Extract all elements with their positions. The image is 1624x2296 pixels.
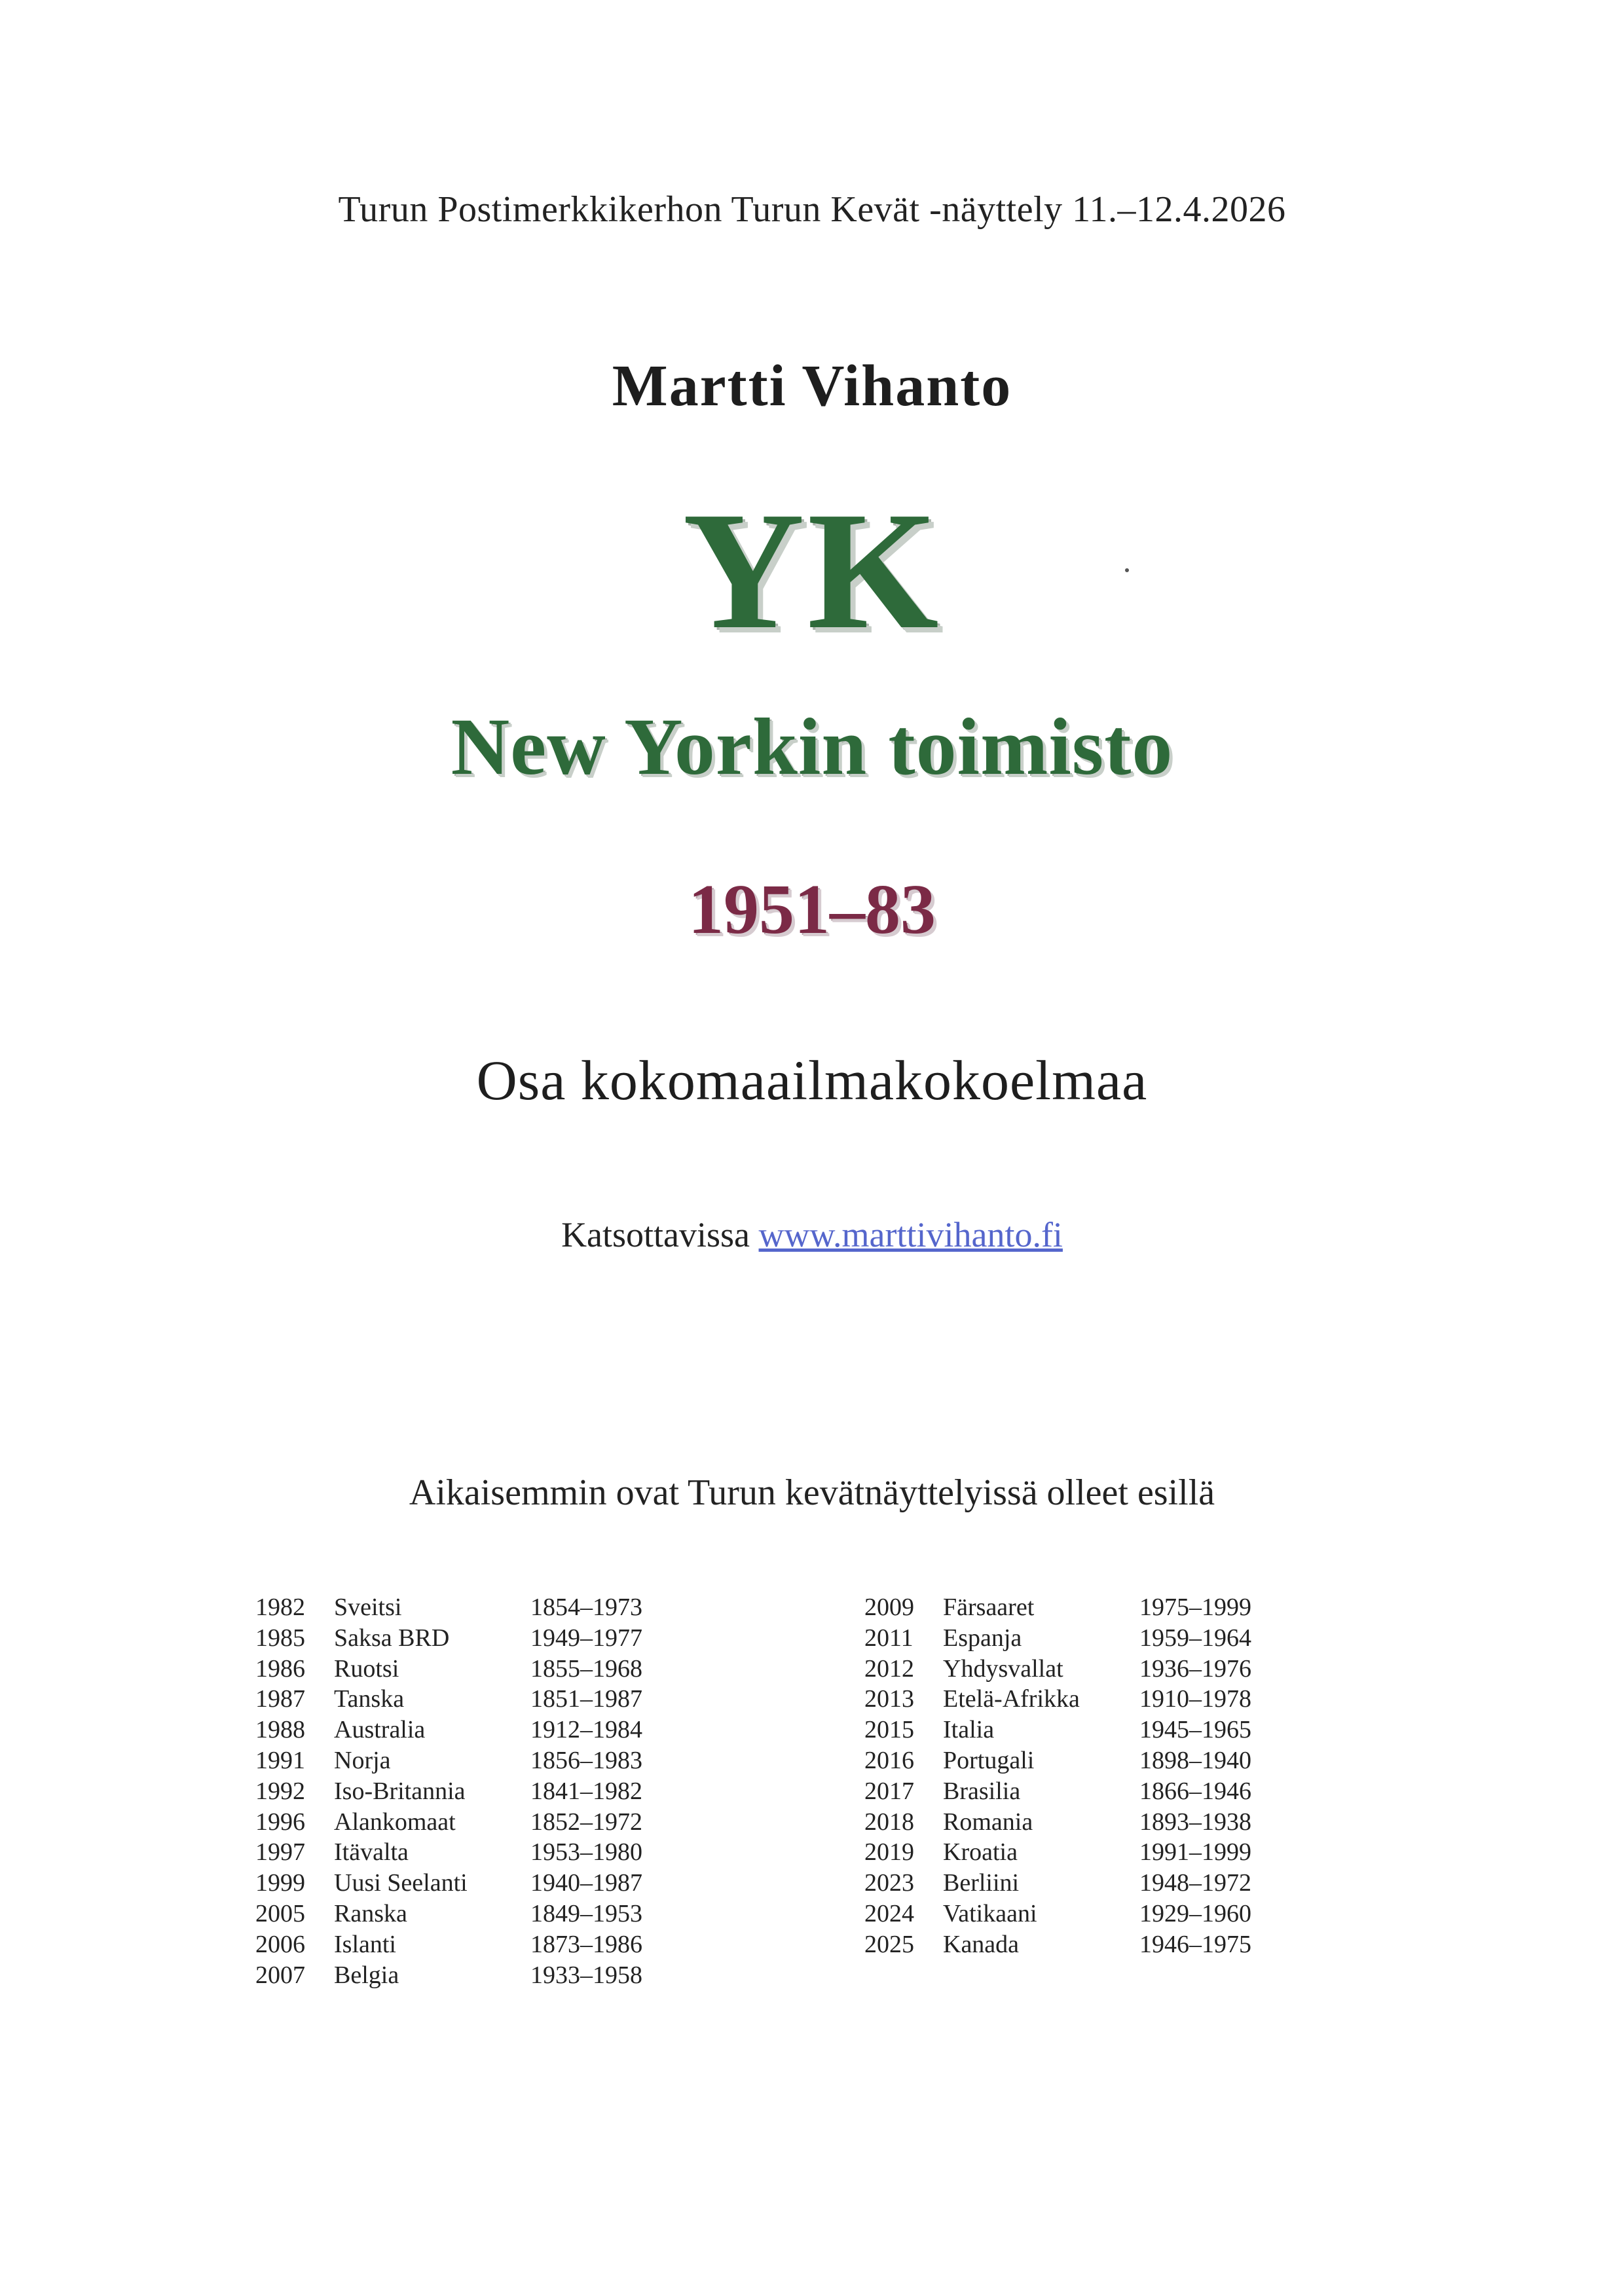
viewing-line [0,1214,1624,1255]
exhibit-year: 1982 [255,1594,305,1621]
table-row [255,1899,661,1929]
exhibits-table-right [864,1592,1270,1960]
exhibit-country: Sveitsi [334,1594,402,1621]
table-row [864,1837,1270,1868]
exhibit-range: 1940–1987 [530,1869,642,1897]
exhibit-country: Berliini [943,1869,1020,1897]
exhibit-country: Uusi Seelanti [334,1869,468,1897]
exhibit-country: Alankomaat [334,1808,456,1836]
exhibit-range: 1975–1999 [1139,1594,1251,1621]
table-row [864,1623,1270,1654]
exhibit-year: 2019 [864,1838,914,1867]
table-row [255,1807,661,1838]
exhibit-year: 2016 [864,1746,914,1774]
exhibit-year: 2011 [864,1624,913,1652]
exhibit-range: 1929–1960 [1139,1899,1251,1927]
exhibit-year: 1988 [255,1716,305,1744]
table-row [864,1654,1270,1685]
exhibit-year: 1992 [255,1777,305,1805]
table-row [864,1776,1270,1807]
exhibit-country: Tanska [334,1685,405,1713]
exhibit-year: 1987 [255,1685,305,1713]
exhibit-year: 1991 [255,1746,305,1774]
table-row [255,1684,661,1715]
exhibit-range: 1946–1975 [1139,1930,1251,1958]
exhibit-range: 1933–1958 [530,1961,642,1989]
table-row [255,1837,661,1868]
exhibit-range: 1912–1984 [530,1716,642,1744]
exhibit-country: Belgia [334,1961,399,1989]
table-row [255,1929,661,1960]
exhibit-year: 2006 [255,1930,305,1958]
table-row [864,1715,1270,1745]
exhibit-country: Ruotsi [334,1654,399,1683]
exhibit-range: 1866–1946 [1139,1777,1251,1805]
exhibit-year: 2023 [864,1869,914,1897]
exhibits-table-left [255,1592,661,1990]
table-row [864,1592,1270,1623]
year-range: 1951–83 [688,871,936,949]
table-row [864,1868,1270,1899]
exhibit-country: Romania [943,1808,1033,1836]
exhibit-range: 1856–1983 [530,1746,642,1774]
collection-note: Osa kokomaailmakokoelmaa [476,1049,1148,1112]
exhibit-year: 2018 [864,1808,914,1836]
exhibit-country: Portugali [943,1746,1035,1774]
exhibit-range: 1849–1953 [530,1899,642,1927]
exhibit-year: 2007 [255,1961,305,1989]
exhibit-country: Norja [334,1746,391,1774]
table-row [864,1745,1270,1776]
exhibit-country: Ranska [334,1899,407,1927]
exhibit-range: 1852–1972 [530,1808,642,1836]
table-row [864,1929,1270,1960]
exhibit-country: Brasilia [943,1777,1021,1805]
exhibit-year: 2017 [864,1777,914,1805]
exhibit-country: Saksa BRD [334,1624,450,1652]
exhibit-country: Italia [943,1716,995,1744]
table-row [255,1745,661,1776]
table-row [255,1960,661,1991]
table-row [255,1654,661,1685]
exhibit-year: 2009 [864,1594,914,1621]
exhibit-range: 1949–1977 [530,1624,642,1652]
exhibit-country: Espanja [943,1624,1022,1652]
exhibit-year: 1986 [255,1654,305,1683]
exhibit-country: Kroatia [943,1838,1018,1867]
event-heading: Turun Postimerkkikerhon Turun Kevät -näyttely 11.–12.4.2026 [338,189,1286,230]
dust-speck [1125,568,1129,572]
exhibit-range: 1953–1980 [530,1838,642,1867]
exhibit-range: 1948–1972 [1139,1869,1251,1897]
table-row [864,1807,1270,1838]
table-row [864,1684,1270,1715]
exhibit-country: Islanti [334,1930,396,1958]
exhibit-year: 2015 [864,1716,914,1744]
exhibit-year: 2025 [864,1930,914,1958]
exhibit-year: 1997 [255,1838,305,1867]
exhibit-range: 1873–1986 [530,1930,642,1958]
exhibit-year: 1996 [255,1808,305,1836]
earlier-heading: Aikaisemmin ovat Turun kevätnäyttelyissä olleet esillä [409,1472,1215,1513]
exhibit-range: 1893–1938 [1139,1808,1251,1836]
exhibit-year: 2024 [864,1899,914,1927]
exhibit-year: 1985 [255,1624,305,1652]
viewing-label: Katsottavissa [561,1215,750,1254]
exhibit-range: 1910–1978 [1139,1685,1251,1713]
table-row [255,1715,661,1745]
exhibit-range: 1851–1987 [530,1685,642,1713]
table-row [864,1899,1270,1929]
exhibit-country: Australia [334,1716,426,1744]
exhibit-year: 2005 [255,1899,305,1927]
exhibit-country: Yhdysvallat [943,1654,1063,1683]
exhibit-country: Iso-Britannia [334,1777,466,1805]
exhibit-range: 1959–1964 [1139,1624,1251,1652]
exhibit-range: 1991–1999 [1139,1838,1251,1867]
exhibit-range: 1841–1982 [530,1777,642,1805]
exhibit-country: Färsaaret [943,1594,1035,1621]
exhibit-year: 2012 [864,1654,914,1683]
exhibit-range: 1855–1968 [530,1654,642,1683]
exhibit-country: Itävalta [334,1838,409,1867]
exhibit-year: 2013 [864,1685,914,1713]
author-name: Martti Vihanto [612,354,1012,418]
table-row [255,1623,661,1654]
table-row [255,1868,661,1899]
website-link[interactable]: www.marttivihanto.fi [758,1215,1063,1254]
exhibit-year: 1999 [255,1869,305,1897]
exhibit-country: Etelä-Afrikka [943,1685,1080,1713]
subtitle: New Yorkin toimisto [451,702,1173,792]
exhibit-range: 1854–1973 [530,1594,642,1621]
main-title: YK [682,477,942,664]
table-row [255,1776,661,1807]
table-row [255,1592,661,1623]
exhibit-range: 1936–1976 [1139,1654,1251,1683]
exhibit-country: Vatikaani [943,1899,1037,1927]
exhibit-range: 1945–1965 [1139,1716,1251,1744]
exhibit-country: Kanada [943,1930,1020,1958]
exhibit-range: 1898–1940 [1139,1746,1251,1774]
